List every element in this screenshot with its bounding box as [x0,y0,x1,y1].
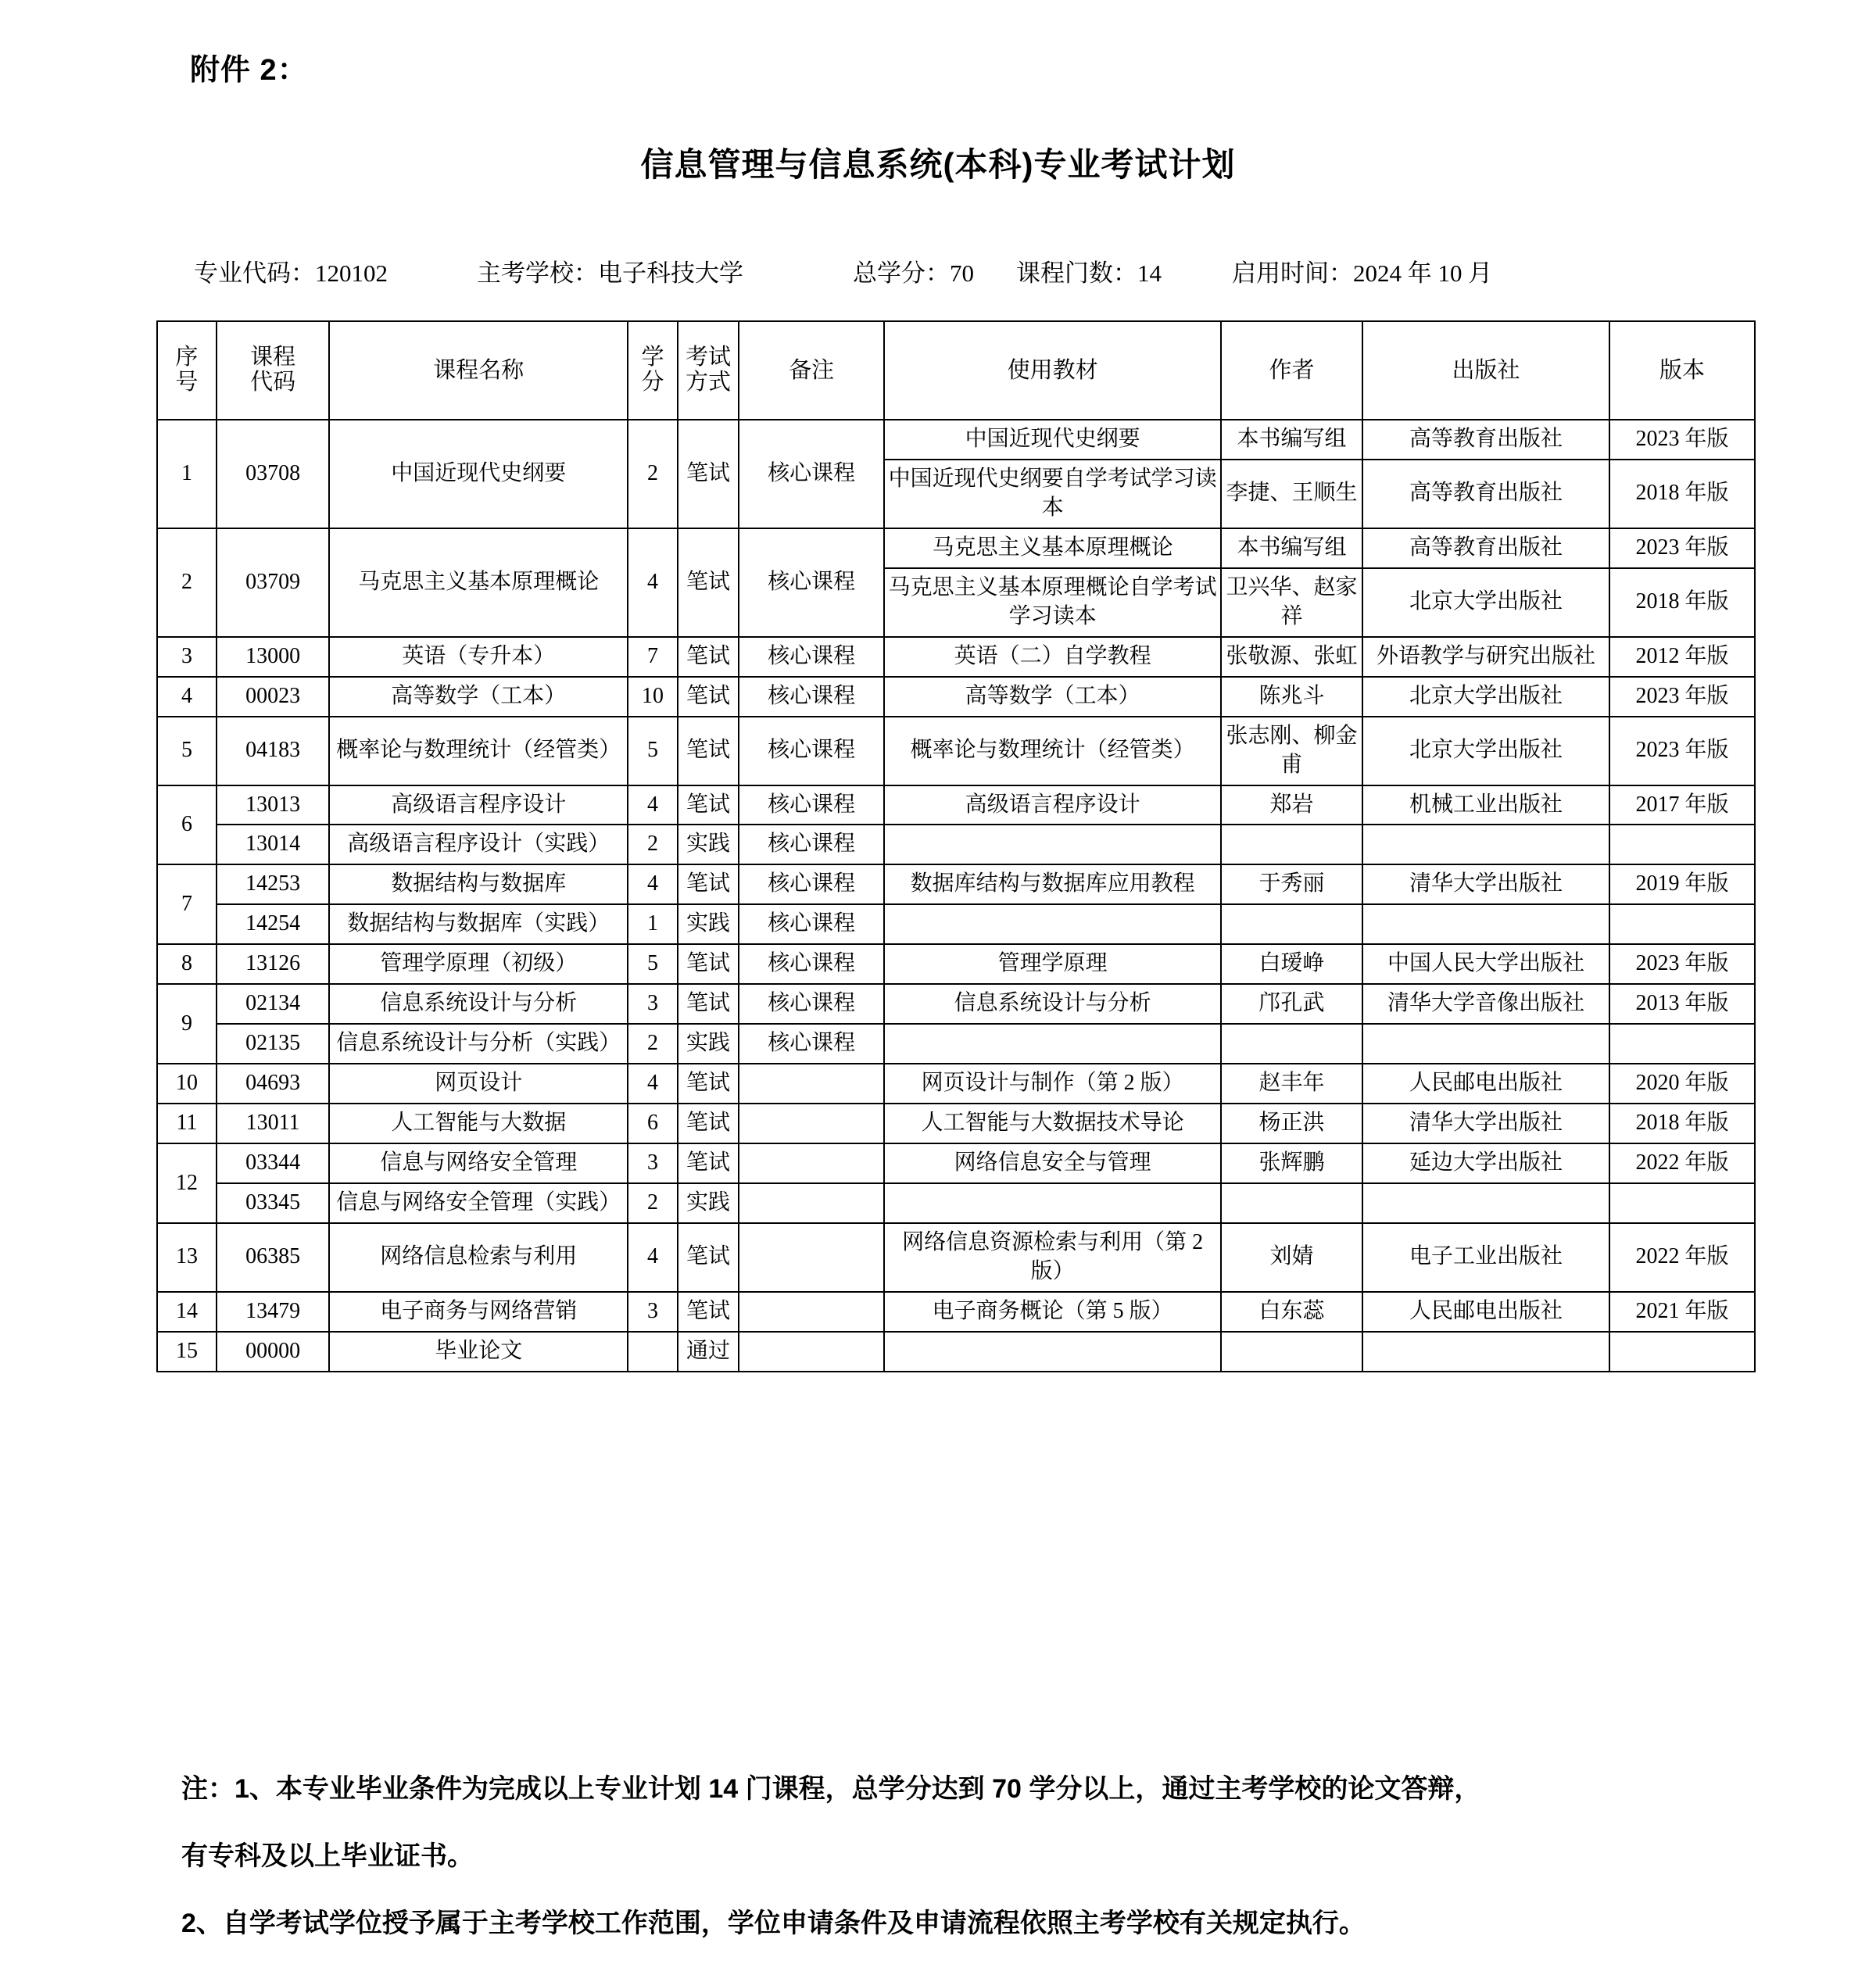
host-school-label: 主考学校： [477,259,598,287]
cell-course-name: 信息与网络安全管理 [329,1143,628,1183]
row-sequence-number: 6 [157,785,217,865]
cell-remark: 核心课程 [739,637,884,677]
table-row [157,1223,1755,1292]
cell-exam-mode: 实践 [678,1183,739,1223]
cell-textbook [884,825,1221,864]
cell-author: 张志刚、柳金甫 [1221,717,1362,785]
exam-plan-table [156,320,1756,1372]
column-header-code-line1: 课程 [250,345,296,370]
cell-author: 张敬源、张虹 [1221,637,1362,677]
major-code-label: 专业代码： [194,259,315,287]
cell-credit: 2 [628,1024,678,1064]
row-sequence-number: 7 [157,864,217,944]
cell-course-name: 马克思主义基本原理概论 [329,528,628,637]
cell-credit: 4 [628,864,678,904]
column-header-press: 出版社 [1362,321,1609,420]
row-sequence-number: 10 [157,1064,217,1104]
cell-course-code: 00000 [217,1332,329,1372]
table-row [157,1183,1755,1223]
table-row [157,944,1755,984]
row-sequence-number: 5 [157,717,217,785]
cell-course-name: 管理学原理（初级） [329,944,628,984]
cell-exam-mode: 笔试 [678,717,739,785]
table-row [157,984,1755,1024]
cell-course-name: 数据结构与数据库 [329,864,628,904]
column-header-mode-line1: 考试 [685,345,731,370]
cell-publisher: 清华大学出版社 [1362,1104,1609,1143]
cell-remark: 核心课程 [739,984,884,1024]
cell-edition: 2020 年版 [1609,1064,1755,1104]
cell-exam-mode: 笔试 [678,1143,739,1183]
cell-course-name: 电子商务与网络营销 [329,1292,628,1332]
cell-edition: 2023 年版 [1609,677,1755,717]
column-header-code [217,321,329,420]
cell-credit: 10 [628,677,678,717]
cell-exam-mode: 笔试 [678,420,739,528]
total-credits-label: 总学分： [853,259,950,287]
column-header-credit-line1: 学 [641,345,664,370]
cell-author: 刘婧 [1221,1223,1362,1292]
row-sequence-number: 1 [157,420,217,528]
cell-remark: 核心课程 [739,717,884,785]
cell-author [1221,904,1362,944]
cell-remark: 核心课程 [739,1024,884,1064]
cell-textbook: 马克思主义基本原理概论自学考试学习读本 [884,568,1221,637]
cell-course-name: 毕业论文 [329,1332,628,1372]
cell-edition: 2022 年版 [1609,1223,1755,1292]
table-row [157,528,1755,568]
cell-remark: 核心课程 [739,528,884,637]
cell-publisher: 北京大学出版社 [1362,677,1609,717]
table-row [157,1143,1755,1183]
row-sequence-number: 9 [157,984,217,1064]
total-credits-value: 70 [950,259,974,287]
cell-author: 赵丰年 [1221,1064,1362,1104]
cell-textbook: 信息系统设计与分析 [884,984,1221,1024]
table-row [157,825,1755,864]
column-header-author: 作者 [1221,321,1362,420]
table-header [157,321,1755,420]
cell-publisher [1362,1024,1609,1064]
cell-publisher [1362,904,1609,944]
cell-author: 本书编写组 [1221,420,1362,460]
cell-edition: 2018 年版 [1609,460,1755,528]
row-sequence-number: 13 [157,1223,217,1292]
major-code-value: 120102 [315,259,388,287]
cell-publisher: 人民邮电出版社 [1362,1292,1609,1332]
cell-author [1221,1183,1362,1223]
cell-exam-mode: 实践 [678,825,739,864]
cell-publisher: 高等教育出版社 [1362,528,1609,568]
row-sequence-number: 11 [157,1104,217,1143]
cell-course-code: 02135 [217,1024,329,1064]
cell-course-code: 03709 [217,528,329,637]
cell-textbook: 中国近现代史纲要自学考试学习读本 [884,460,1221,528]
cell-edition: 2018 年版 [1609,1104,1755,1143]
cell-course-name: 高级语言程序设计 [329,785,628,825]
cell-course-code: 13013 [217,785,329,825]
cell-course-name: 网页设计 [329,1064,628,1104]
cell-credit: 6 [628,1104,678,1143]
cell-credit: 3 [628,1292,678,1332]
cell-remark [739,1104,884,1143]
cell-edition: 2021 年版 [1609,1292,1755,1332]
cell-publisher [1362,825,1609,864]
cell-credit: 2 [628,825,678,864]
cell-course-code: 03708 [217,420,329,528]
cell-credit: 1 [628,904,678,944]
cell-exam-mode: 笔试 [678,984,739,1024]
cell-textbook: 网络信息安全与管理 [884,1143,1221,1183]
cell-remark: 核心课程 [739,944,884,984]
host-school-value: 电子科技大学 [598,259,743,287]
cell-publisher: 高等教育出版社 [1362,420,1609,460]
cell-course-code: 14254 [217,904,329,944]
row-sequence-number: 15 [157,1332,217,1372]
cell-textbook: 管理学原理 [884,944,1221,984]
cell-course-name: 信息系统设计与分析 [329,984,628,1024]
cell-course-code: 06385 [217,1223,329,1292]
cell-course-name: 中国近现代史纲要 [329,420,628,528]
cell-credit: 5 [628,944,678,984]
cell-remark [739,1292,884,1332]
column-header-credit-line2: 分 [641,370,664,395]
cell-course-name: 信息系统设计与分析（实践） [329,1024,628,1064]
row-sequence-number: 14 [157,1292,217,1332]
cell-publisher: 高等教育出版社 [1362,460,1609,528]
cell-credit: 2 [628,1183,678,1223]
column-header-code-line2: 代码 [250,370,296,395]
table-row [157,1064,1755,1104]
cell-exam-mode: 笔试 [678,864,739,904]
cell-remark [739,1332,884,1372]
cell-remark: 核心课程 [739,904,884,944]
cell-exam-mode: 笔试 [678,785,739,825]
row-sequence-number: 8 [157,944,217,984]
column-header-seq [157,321,217,420]
note-1-line-1: 注：1、本专业毕业条件为完成以上专业计划 14 门课程，总学分达到 70 学分以上，通过主考学校的论文答辩， [181,1774,1481,1804]
cell-course-name: 高级语言程序设计（实践） [329,825,628,864]
table-row [157,864,1755,904]
cell-exam-mode: 通过 [678,1332,739,1372]
column-header-seq-line1: 序 [175,345,199,370]
cell-publisher: 中国人民大学出版社 [1362,944,1609,984]
cell-exam-mode: 笔试 [678,944,739,984]
cell-textbook: 英语（二）自学教程 [884,637,1221,677]
cell-course-name: 信息与网络安全管理（实践） [329,1183,628,1223]
attachment-label: 附件 2： [190,54,308,87]
row-sequence-number: 12 [157,1143,217,1223]
cell-credit: 4 [628,1064,678,1104]
cell-publisher: 延边大学出版社 [1362,1143,1609,1183]
cell-textbook: 高级语言程序设计 [884,785,1221,825]
cell-remark [739,1223,884,1292]
column-header-credit [628,321,678,420]
cell-edition: 2012 年版 [1609,637,1755,677]
cell-course-name: 高等数学（工本） [329,677,628,717]
cell-exam-mode: 实践 [678,904,739,944]
cell-author: 郑岩 [1221,785,1362,825]
row-sequence-number: 3 [157,637,217,677]
cell-textbook: 网络信息资源检索与利用（第 2 版） [884,1223,1221,1292]
table-row [157,637,1755,677]
cell-remark: 核心课程 [739,864,884,904]
cell-textbook: 马克思主义基本原理概论 [884,528,1221,568]
cell-course-name: 英语（专升本） [329,637,628,677]
cell-remark [739,1183,884,1223]
cell-remark [739,1064,884,1104]
cell-publisher: 北京大学出版社 [1362,568,1609,637]
cell-edition: 2023 年版 [1609,420,1755,460]
cell-publisher: 电子工业出版社 [1362,1223,1609,1292]
table-row [157,785,1755,825]
cell-credit: 5 [628,717,678,785]
cell-exam-mode: 笔试 [678,528,739,637]
cell-author: 白瑷峥 [1221,944,1362,984]
cell-remark: 核心课程 [739,677,884,717]
cell-course-code: 13011 [217,1104,329,1143]
notes-section [181,1776,1737,1977]
cell-course-code: 00023 [217,677,329,717]
page-title: 信息管理与信息系统(本科)专业考试计划 [640,146,1236,183]
start-time-label: 启用时间： [1232,259,1353,287]
cell-textbook: 高等数学（工本） [884,677,1221,717]
cell-course-name: 人工智能与大数据 [329,1104,628,1143]
cell-author: 邝孔武 [1221,984,1362,1024]
cell-textbook: 概率论与数理统计（经管类） [884,717,1221,785]
cell-course-code: 13000 [217,637,329,677]
cell-credit [628,1332,678,1372]
cell-edition [1609,904,1755,944]
cell-textbook: 人工智能与大数据技术导论 [884,1104,1221,1143]
cell-course-code: 13014 [217,825,329,864]
cell-edition [1609,1183,1755,1223]
cell-textbook: 数据库结构与数据库应用教程 [884,864,1221,904]
table-row [157,1024,1755,1064]
cell-course-code: 02134 [217,984,329,1024]
column-header-seq-line2: 号 [175,370,199,395]
cell-publisher [1362,1183,1609,1223]
cell-credit: 4 [628,1223,678,1292]
cell-exam-mode: 笔试 [678,1292,739,1332]
cell-course-code: 04693 [217,1064,329,1104]
cell-author: 陈兆斗 [1221,677,1362,717]
cell-course-code: 13126 [217,944,329,984]
cell-author: 杨正洪 [1221,1104,1362,1143]
note-2: 2、自学考试学位授予属于主考学校工作范围，学位申请条件及申请流程依照主考学校有关规定执行。 [181,1909,1366,1938]
cell-edition: 2023 年版 [1609,528,1755,568]
cell-exam-mode: 笔试 [678,1064,739,1104]
cell-credit: 4 [628,528,678,637]
cell-author: 张辉鹏 [1221,1143,1362,1183]
cell-edition: 2023 年版 [1609,717,1755,785]
table-body [157,420,1755,1372]
cell-publisher: 人民邮电出版社 [1362,1064,1609,1104]
cell-edition: 2023 年版 [1609,944,1755,984]
cell-exam-mode: 笔试 [678,677,739,717]
table-header-row [157,321,1755,420]
cell-course-code: 03345 [217,1183,329,1223]
cell-course-code: 04183 [217,717,329,785]
cell-exam-mode: 笔试 [678,1223,739,1292]
cell-exam-mode: 实践 [678,1024,739,1064]
table-row [157,717,1755,785]
cell-author: 于秀丽 [1221,864,1362,904]
column-header-book: 使用教材 [884,321,1221,420]
cell-publisher: 外语教学与研究出版社 [1362,637,1609,677]
cell-textbook: 电子商务概论（第 5 版） [884,1292,1221,1332]
cell-edition: 2018 年版 [1609,568,1755,637]
column-header-mode [678,321,739,420]
cell-author: 李捷、王顺生 [1221,460,1362,528]
cell-textbook [884,1024,1221,1064]
table-row [157,677,1755,717]
cell-credit: 3 [628,1143,678,1183]
cell-credit: 4 [628,785,678,825]
cell-remark [739,1143,884,1183]
cell-textbook [884,1332,1221,1372]
cell-edition: 2017 年版 [1609,785,1755,825]
cell-course-code: 14253 [217,864,329,904]
table-row [157,420,1755,460]
cell-course-name: 概率论与数理统计（经管类） [329,717,628,785]
cell-course-code: 03344 [217,1143,329,1183]
column-header-mode-line2: 方式 [685,370,731,395]
cell-publisher: 清华大学音像出版社 [1362,984,1609,1024]
cell-publisher [1362,1332,1609,1372]
cell-textbook [884,1183,1221,1223]
table-row [157,1292,1755,1332]
cell-publisher: 清华大学出版社 [1362,864,1609,904]
table-row [157,1104,1755,1143]
cell-course-name: 网络信息检索与利用 [329,1223,628,1292]
table-row [157,904,1755,944]
column-header-remark: 备注 [739,321,884,420]
course-count-label: 课程门数： [1016,259,1137,287]
cell-author [1221,825,1362,864]
cell-publisher: 机械工业出版社 [1362,785,1609,825]
start-time-value: 2024 年 10 月 [1353,259,1493,287]
cell-author [1221,1024,1362,1064]
cell-remark: 核心课程 [739,785,884,825]
cell-credit: 3 [628,984,678,1024]
row-sequence-number: 2 [157,528,217,637]
cell-remark: 核心课程 [739,420,884,528]
column-header-edition: 版本 [1609,321,1755,420]
cell-course-code: 13479 [217,1292,329,1332]
cell-author [1221,1332,1362,1372]
note-1-line-2: 有专科及以上毕业证书。 [181,1841,474,1871]
cell-edition: 2013 年版 [1609,984,1755,1024]
row-sequence-number: 4 [157,677,217,717]
cell-remark: 核心课程 [739,825,884,864]
cell-edition [1609,1024,1755,1064]
cell-course-name: 数据结构与数据库（实践） [329,904,628,944]
cell-exam-mode: 笔试 [678,637,739,677]
cell-author: 卫兴华、赵家祥 [1221,568,1362,637]
cell-textbook: 中国近现代史纲要 [884,420,1221,460]
cell-author: 本书编写组 [1221,528,1362,568]
cell-edition: 2019 年版 [1609,864,1755,904]
table-row [157,1332,1755,1372]
cell-textbook [884,904,1221,944]
cell-credit: 2 [628,420,678,528]
cell-publisher: 北京大学出版社 [1362,717,1609,785]
cell-textbook: 网页设计与制作（第 2 版） [884,1064,1221,1104]
meta-info-line [194,253,1687,288]
cell-exam-mode: 笔试 [678,1104,739,1143]
course-count-value: 14 [1137,259,1162,287]
cell-edition [1609,1332,1755,1372]
cell-edition [1609,825,1755,864]
cell-credit: 7 [628,637,678,677]
column-header-name: 课程名称 [329,321,628,420]
cell-author: 白东蕊 [1221,1292,1362,1332]
cell-edition: 2022 年版 [1609,1143,1755,1183]
